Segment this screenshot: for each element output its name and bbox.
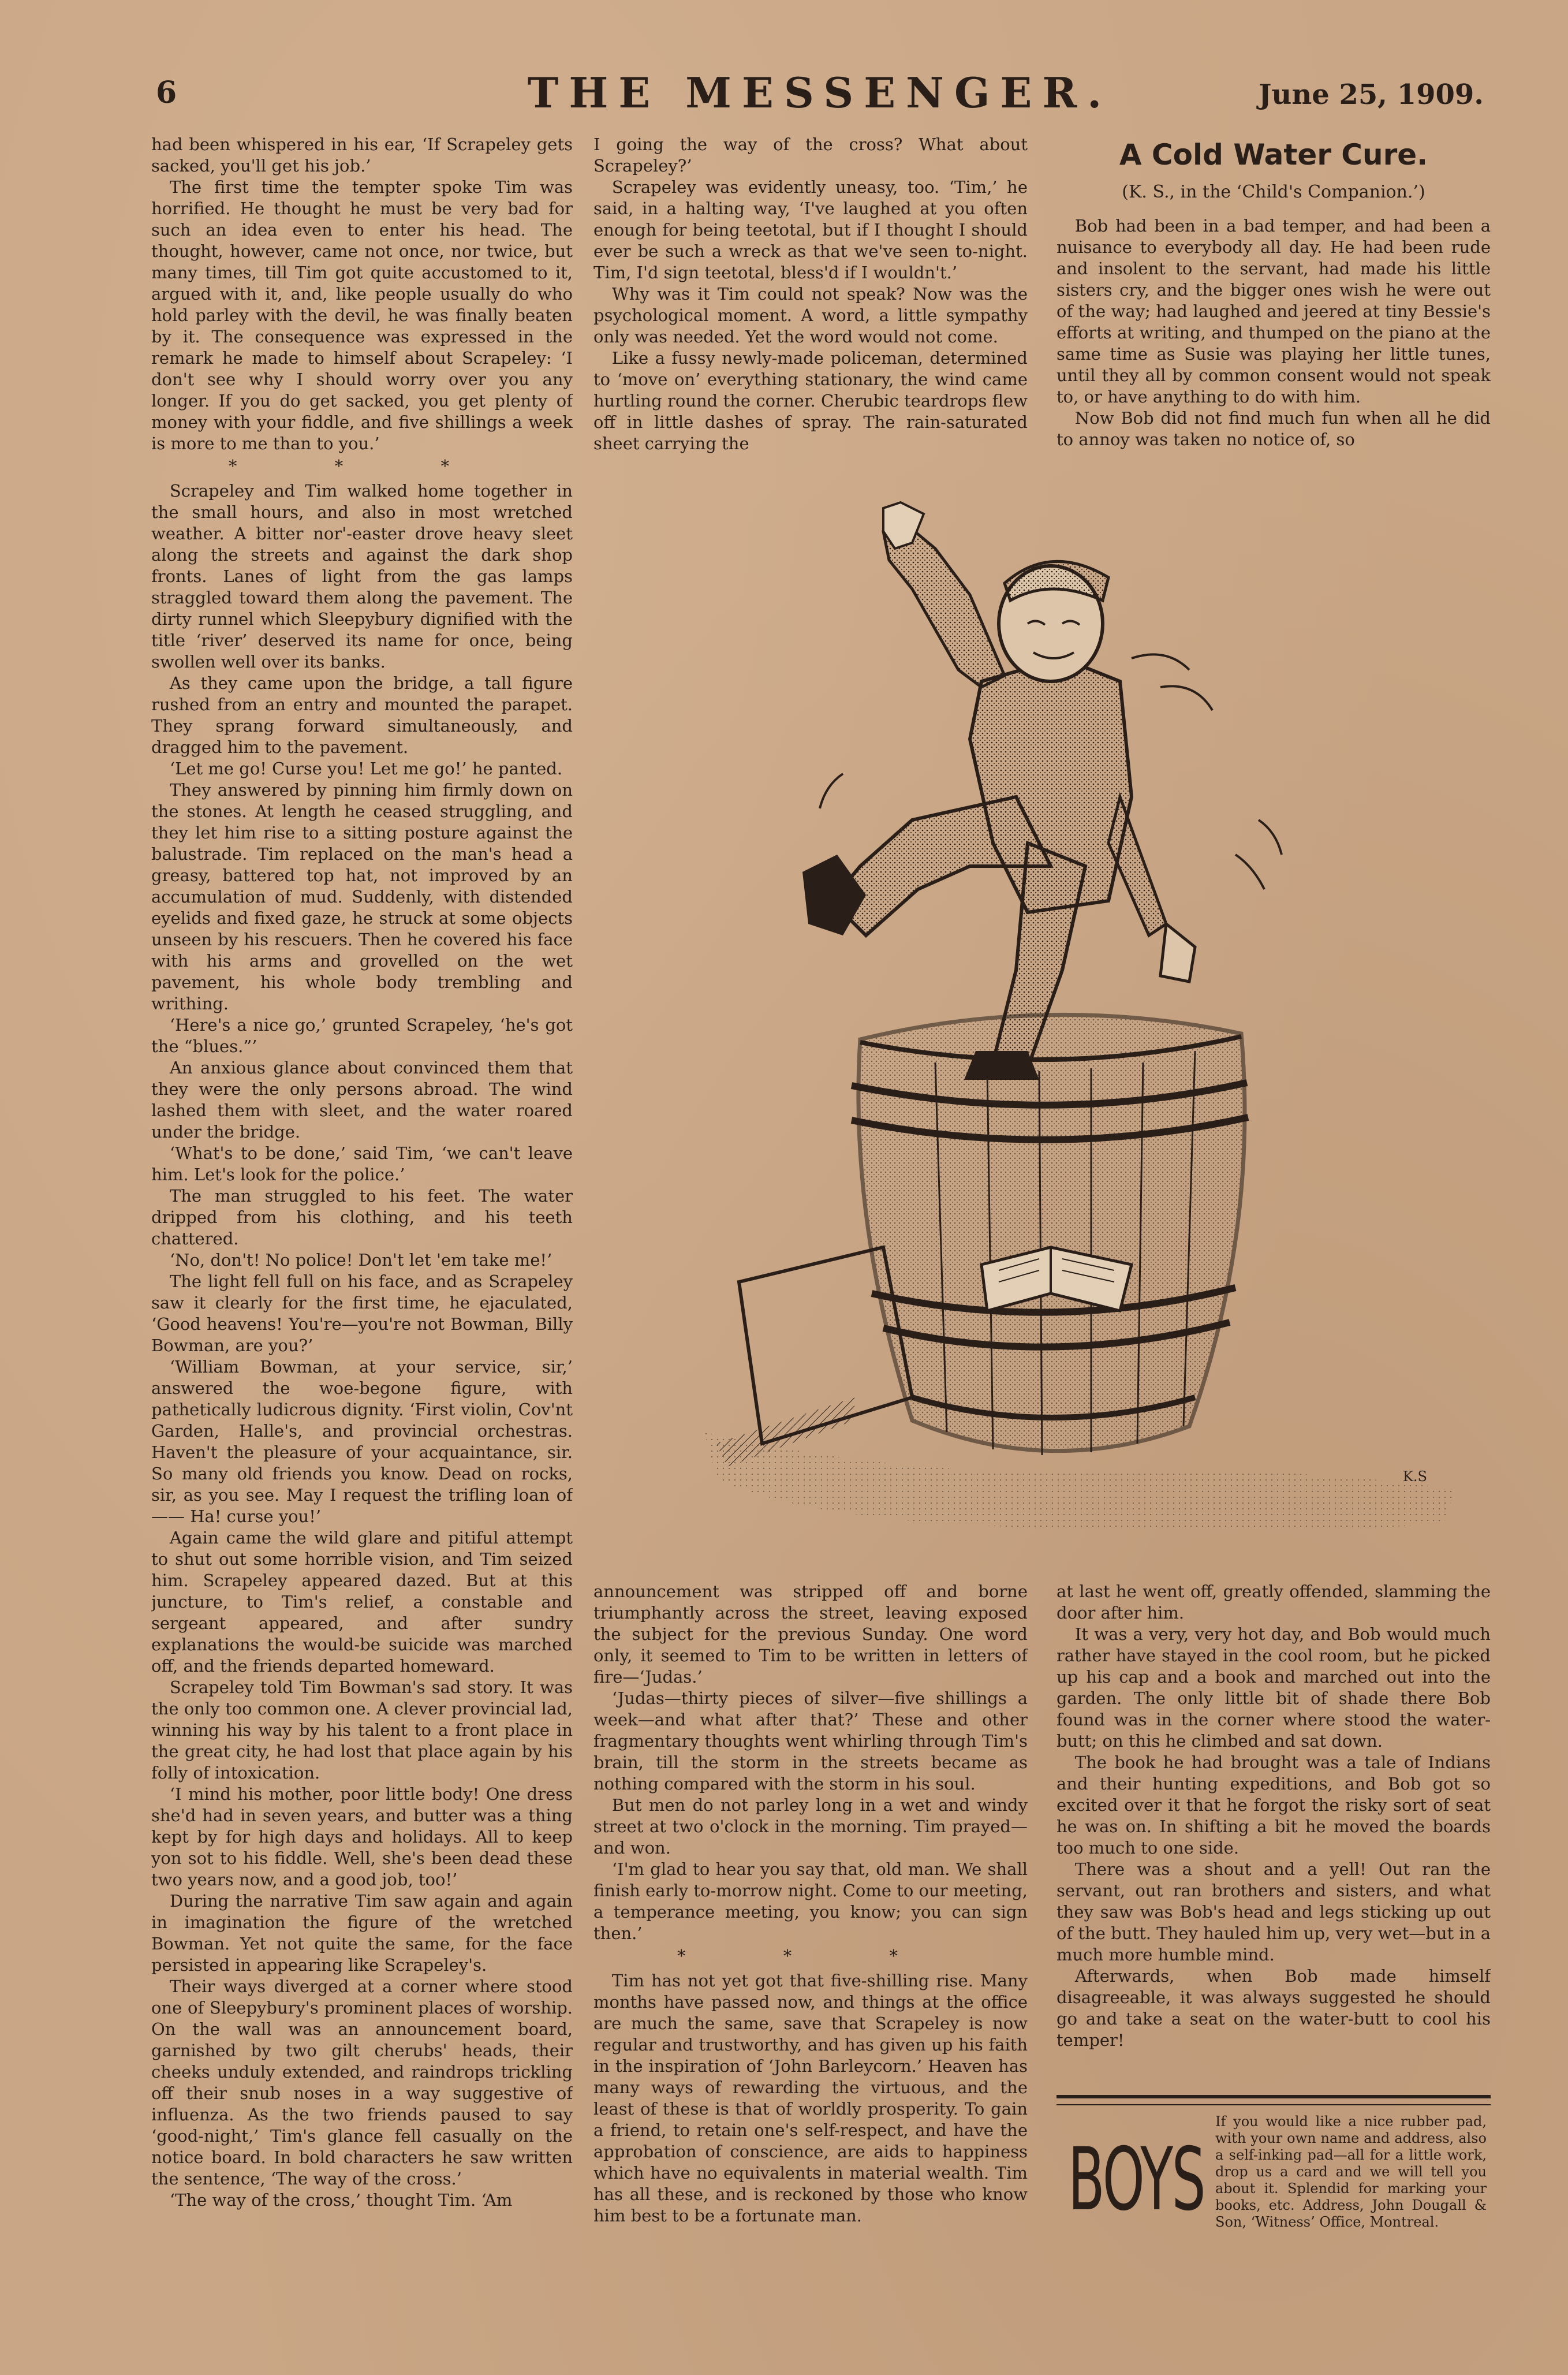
paragraph: Like a fussy newly-made policeman, determined to ‘move on’ everything stationary, the wind came hurtling round the corner. Cherubic teardrops flew off in little dashes of spray. The rain-saturated sheet carrying the bbox=[593, 348, 1028, 453]
paragraph: It was a very, very hot day, and Bob would much rather have stayed in the cool room, but he picked up his cap and a book and marched out into the garden. The only little bit of shade there Bob found was in the corner where stood the water-butt; on this he climbed and sat down. bbox=[1056, 1624, 1491, 1751]
paragraph: Tim has not yet got that five-shilling rise. Many months have passed now, and things at the office are much the same, save that Scrapeley is now regular and trustworthy, and has given up his faith in the inspiration of ‘John Barleycorn.’ Heaven has many ways of rewarding the virtuous, and the least of these is that of worldly prosperity. To gain a friend, to retain one's self-respect, and have the approbation of conscience, are aids to happiness which have no equivalents in material wealth. Tim has all these, and is reckoned by those who know him best to be a fortunate man. bbox=[593, 1971, 1028, 2225]
paragraph: ‘I'm glad to hear you say that, old man. We shall finish early to-morrow night. Come to our meeting, a temperance meeting, you know; you can sign then.’ bbox=[593, 1859, 1028, 1943]
paragraph: There was a shout and a yell! Out ran the servant, out ran brothers and sisters, and what they saw was Bob's head and legs sticking up out of the butt. They hauled him up, very wet—but in a much more humble mind. bbox=[1056, 1859, 1491, 1964]
paragraph: Bob had been in a bad temper, and had been a nuisance to everybody all day. He had been rude and insolent to the servant, had made his little sisters cry, and the bigger ones wish he were out of the way; had laughed and jeered at tiny Bessie's efforts at writing, and thumped on the piano at the same time as Susie was playing her little tunes, until they all by common consent would not speak to, or have anything to do with him. bbox=[1056, 216, 1491, 407]
story-title: A Cold Water Cure. bbox=[1119, 138, 1428, 171]
advertisement-rule bbox=[1056, 2095, 1491, 2105]
paragraph: The book he had brought was a tale of Indians and their hunting expeditions, and Bob got so excited over it that he forgot the risky sort of seat he was on. In shifting a bit he moved the boards too much to one side. bbox=[1056, 1753, 1491, 1858]
paragraph: The first time the tempter spoke Tim was horrified. He thought he must be very bad for such an idea even to enter his head. The thought, however, came not once, nor twice, but many times, till Tim got quite accustomed to it, argued with it, and, like people usually do who hold parley with the devil, he was finally beaten by it. The consequence was expressed in the remark he made to himself about Scrapeley: ‘I don't see why I should worry over you any longer. If you do get sacked, you get plenty of money with your fiddle, and five shillings a week is more to me than to you.’ bbox=[151, 177, 573, 453]
boy-figure bbox=[802, 502, 1195, 1080]
paragraph: Now Bob did not find much fun when all he did to annoy was taken no notice of, so bbox=[1056, 408, 1491, 449]
paragraph: ‘Judas—thirty pieces of silver—five shillings a week—and what after that?’ These and other fragmentary thoughts went whirling through Tim's brain, till the storm in the streets became as nothing compared with the storm in his soul. bbox=[593, 1688, 1028, 1794]
masthead-title: THE MESSENGER. bbox=[527, 68, 1112, 117]
column-1 bbox=[151, 134, 573, 2270]
paragraph: The light fell full on his face, and as Scrapeley saw it clearly for the first time, he ejaculated, ‘Good heavens! You're—you're not Bowman, Billy Bowman, are you?’ bbox=[151, 1272, 573, 1355]
paragraph: ‘The way of the cross,’ thought Tim. ‘Am bbox=[169, 2190, 513, 2210]
issue-date: June 25, 1909. bbox=[1258, 79, 1484, 111]
advertisement-headline: BOYS bbox=[1068, 2130, 1205, 2230]
paragraph: Their ways diverged at a corner where stood one of Sleepybury's prominent places of worship. On the wall was an announcement board, garnished by two gilt cherubs' heads, their cheeks unduly extended, and raindrops trickling off their snub noses in a way suggestive of influenza. As the two friends paused to say ‘good-night,’ Tim's glance fell casually on the notice board. In bold characters he saw written the sentence, ‘The way of the cross.’ bbox=[151, 1977, 573, 2188]
paragraph: Afterwards, when Bob made himself disagreeable, it was always suggested he should go and take a seat on the water-butt to cool his temper! bbox=[1056, 1966, 1491, 2050]
page-number: 6 bbox=[156, 75, 177, 110]
paragraph: As they came upon the bridge, a tall figure rushed from an entry and mounted the parapet. They sprang forward simultaneously, and dragged him to the pavement. bbox=[151, 673, 573, 757]
paragraph: Why was it Tim could not speak? Now was the psychological moment. A word, a little sympathy only was needed. Yet the word would not come. bbox=[593, 284, 1028, 346]
boy-on-barrel-illustration bbox=[612, 497, 1501, 1571]
page-header bbox=[156, 68, 1484, 120]
paragraph: ‘Let me go! Curse you! Let me go!’ he panted. bbox=[169, 759, 563, 778]
story-source: (K. S., in the ‘Child's Companion.’) bbox=[1122, 182, 1425, 202]
paragraph: ‘William Bowman, at your service, sir,’ answered the woe-begone figure, with pathetically ludicrous dignity. ‘First violin, Cov'nt Garden, Halle's, and provincial orchestras. Haven't the pleasure of your acquaintance, sir. So many old friends you know. Dead on rocks, sir, as you see. May I request the trifling loan of—— Ha! curse you!’ bbox=[151, 1357, 573, 1526]
paragraph: ‘Here's a nice go,’ grunted Scrapeley, ‘he's got the “blues.”’ bbox=[151, 1015, 573, 1056]
column-3-top bbox=[1056, 134, 1491, 504]
paragraph: They answered by pinning him firmly down on the stones. At length he ceased struggling, and they let him rise to a sitting posture against the balustrade. Tim replaced on the man's head a greasy, battered top hat, not improved by an accumulation of mud. Suddenly, with distended eyelids and fixed gaze, he struck at some objects unseen by his rescuers. Then he covered his face with his arms and grovelled on the wet pavement, his whole body trembling and writhing. bbox=[151, 780, 573, 1013]
paragraph: Again came the wild glare and pitiful attempt to shut out some horrible vision, and Tim seized him. Scrapeley appeared dazed. But at this juncture, to Tim's relief, a constable and sergeant appeared, and after sundry explanations the would-be suicide was marched off, and the friends departed homeward. bbox=[151, 1528, 573, 1676]
paragraph: had been whispered in his ear, ‘If Scrapeley gets sacked, you'll get his job.’ bbox=[151, 135, 573, 176]
advertisement-body: If you would like a nice rubber pad, with your own name and address, also a self-inking pad—all for a little work, drop us a card and we will tell you about it. Splendid for marking your books, etc. Address, John Dougall & Son, ‘Witness’ Office, Montreal. bbox=[1215, 2113, 1487, 2230]
paragraph: Scrapeley told Tim Bowman's sad story. It was the only too common one. A clever provincial lad, winning his way by his talent to a front place in the great city, he had lost that place again by his folly of intoxication. bbox=[151, 1677, 573, 1783]
paragraph: During the narrative Tim saw again and again in imagination the figure of the wretched Bowman. Yet not quite the same, for the face persisted in appearing like Scrapeley's. bbox=[151, 1891, 573, 1975]
water-barrel bbox=[852, 1015, 1248, 1455]
paragraph: ‘What's to be done,’ said Tim, ‘we can't leave him. Let's look for the police.’ bbox=[151, 1143, 573, 1184]
column-2-bottom bbox=[593, 1581, 1028, 2274]
paragraph: ‘I mind his mother, poor little body! One dress she'd had in seven years, and butter was a thing kept by for high days and holidays. All to keep yon sot to his fiddle. Well, she's been dead these two years now, and a good job, too!’ bbox=[151, 1784, 573, 1889]
column-2-top bbox=[593, 134, 1028, 486]
paragraph: I going the way of the cross? What about Scrapeley?’ bbox=[593, 135, 1028, 176]
paragraph: at last he went off, greatly offended, slamming the door after him. bbox=[1056, 1582, 1491, 1623]
section-divider: * * * bbox=[677, 1946, 944, 1966]
illustration-signature: K.S bbox=[1403, 1468, 1427, 1485]
section-divider: * * * bbox=[229, 456, 495, 476]
column-3-bottom bbox=[1056, 1581, 1491, 2101]
paragraph: But men do not parley long in a wet and windy street at two o'clock in the morning. Tim prayed—and won. bbox=[593, 1795, 1028, 1858]
paragraph: ‘No, don't! No police! Don't let 'em take me!’ bbox=[169, 1250, 552, 1270]
paragraph: An anxious glance about convinced them that they were the only persons abroad. The wind lashed them with sleet, and the water roared under the bridge. bbox=[151, 1058, 573, 1142]
paragraph: The man struggled to his feet. The water dripped from his clothing, and his teeth chattered. bbox=[151, 1186, 573, 1248]
paragraph: Scrapeley was evidently uneasy, too. ‘Tim,’ he said, in a halting way, ‘I've laughed at you often enough for being teetotal, but if I thought I should ever be such a wreck as that we've seen to-night. Tim, I'd sign teetotal, bless'd if I wouldn't.’ bbox=[593, 177, 1028, 282]
paragraph: Scrapeley and Tim walked home together in the small hours, and also in most wretched weather. A bitter nor'-easter drove heavy sleet along the streets and against the dark shop fronts. Lanes of light from the gas lamps straggled toward them along the pavement. The dirty runnel which Sleepybury dignified with the title ‘river’ deserved its name for once, being swollen well over its banks. bbox=[151, 481, 573, 672]
paragraph: announcement was stripped off and borne triumphantly across the street, leaving exposed the subject for the previous Sunday. One word only, it seemed to Tim to be written in letters of fire—‘Judas.’ bbox=[593, 1582, 1028, 1687]
